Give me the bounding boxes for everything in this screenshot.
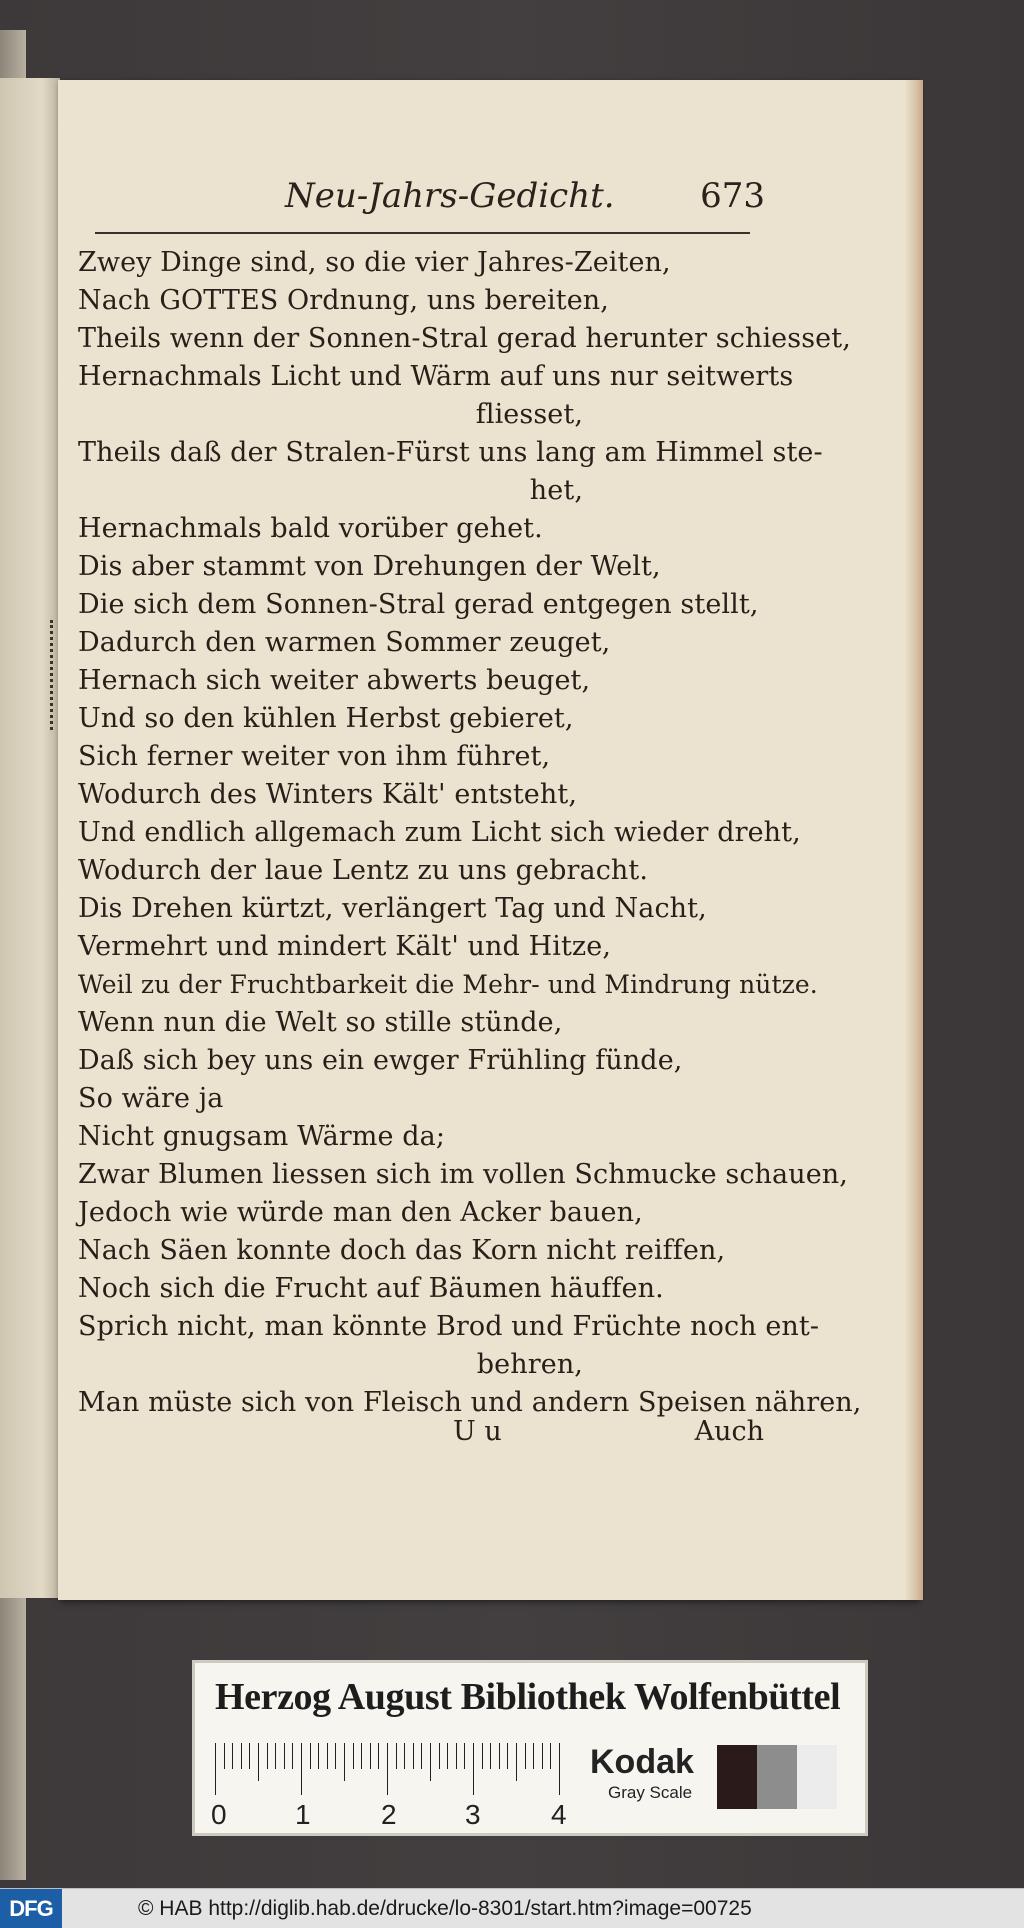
text-line-continuation: fliesset, — [475, 399, 583, 430]
text-line: Die sich dem Sonnen-Stral gerad entgegen stellt, — [78, 589, 759, 620]
library-name: Herzog August Bibliothek Wolfenbüttel — [215, 1676, 841, 1718]
kodak-logo: Kodak — [590, 1743, 694, 1781]
ruler-tick — [473, 1743, 474, 1795]
page-edge — [905, 80, 923, 1600]
ruler-tick — [490, 1743, 491, 1769]
ruler-tick — [464, 1743, 465, 1769]
ruler-tick — [456, 1743, 457, 1769]
text-line: Jedoch wie würde man den Acker bauen, — [78, 1197, 643, 1228]
text-line-continuation: behren, — [476, 1349, 583, 1380]
scale-number: 3 — [465, 1799, 481, 1830]
ruler-tick — [525, 1743, 526, 1769]
ruler-tick — [396, 1743, 397, 1769]
scale-number: 2 — [381, 1799, 397, 1830]
text-line: Hernachmals bald vorüber gehet. — [78, 513, 543, 544]
ruler-tick — [327, 1743, 328, 1769]
text-line-continuation: het, — [529, 475, 583, 506]
ruler-tick — [447, 1743, 448, 1769]
text-line: Zwar Blumen liessen sich im vollen Schmucke schauen, — [78, 1159, 848, 1190]
text-line: Daß sich bey uns ein ewger Frühling fünde, — [78, 1045, 683, 1076]
ruler-tick — [559, 1743, 560, 1795]
text-line: Vermehrt und mindert Kält' und Hitze, — [78, 931, 612, 962]
text-line: Hernach sich weiter abwerts beuget, — [78, 665, 591, 696]
text-line: Dis Drehen kürtzt, verlängert Tag und Nacht, — [78, 893, 707, 924]
ruler-tick — [318, 1743, 319, 1769]
ruler-tick — [310, 1743, 311, 1769]
library-color-card — [192, 1660, 868, 1836]
text-line: Sich ferner weiter von ihm führet, — [78, 741, 551, 772]
ruler-tick — [404, 1743, 405, 1769]
text-line: Und so den kühlen Herbst gebieret, — [78, 703, 574, 734]
dfg-logo: DFG — [0, 1889, 62, 1928]
ruler-tick — [353, 1743, 354, 1769]
ruler-tick — [301, 1743, 302, 1795]
ruler-tick — [550, 1743, 551, 1769]
text-line: Zwey Dinge sind, so die vier Jahres-Zeiten, — [78, 247, 671, 278]
ruler-tick — [499, 1743, 500, 1769]
page-header — [75, 176, 765, 226]
text-line: Dadurch den warmen Sommer zeuget, — [78, 627, 611, 658]
ruler-tick — [387, 1743, 388, 1795]
text-line: Wodurch der laue Lentz zu uns gebracht. — [78, 855, 649, 886]
ruler-tick — [249, 1743, 250, 1769]
ruler-tick — [335, 1743, 336, 1769]
ruler-tick — [542, 1743, 543, 1769]
ruler-tick — [430, 1743, 431, 1781]
ruler-tick — [482, 1743, 483, 1769]
ruler-tick — [224, 1743, 225, 1769]
ruler-tick — [413, 1743, 414, 1769]
ruler-tick — [275, 1743, 276, 1769]
ruler-tick — [284, 1743, 285, 1769]
text-line: Sprich nicht, man könnte Brod und Früchte noch ent- — [78, 1311, 820, 1342]
text-line: Hernachmals Licht und Wärm auf uns nur seitwerts — [78, 361, 794, 392]
copyright-url[interactable]: © HAB http://diglib.hab.de/drucke/lo-8301/start.htm?image=00725 — [138, 1897, 752, 1920]
ruler-tick — [292, 1743, 293, 1769]
text-line: Theils wenn der Sonnen-Stral gerad herunter schiesset, — [78, 323, 851, 354]
text-line: Nach Säen konnte doch das Korn nicht reiffen, — [78, 1235, 726, 1266]
ruler-tick — [361, 1743, 362, 1769]
page-number: 673 — [700, 176, 765, 216]
ruler-tick — [344, 1743, 345, 1781]
ruler-tick — [232, 1743, 233, 1769]
margin-mark — [50, 620, 57, 730]
poem-text — [78, 244, 862, 1422]
ruler-tick — [421, 1743, 422, 1769]
ruler-tick — [533, 1743, 534, 1769]
text-line: Und endlich allgemach zum Licht sich wieder dreht, — [78, 817, 801, 848]
ruler-tick — [439, 1743, 440, 1769]
catchword: Auch — [694, 1416, 764, 1447]
gray-swatch-light — [797, 1745, 837, 1809]
ruler-tick — [258, 1743, 259, 1781]
previous-page-edge — [0, 78, 60, 1598]
gray-swatch-mid — [757, 1745, 797, 1809]
scale-number: 4 — [551, 1799, 567, 1830]
ruler-tick — [267, 1743, 268, 1769]
ruler-tick — [241, 1743, 242, 1769]
gray-swatch-dark — [717, 1745, 757, 1809]
ruler-tick — [507, 1743, 508, 1769]
text-line: Nach GOTTES Ordnung, uns bereiten, — [78, 285, 609, 316]
scale-ruler — [211, 1743, 567, 1830]
text-line: Man müste sich von Fleisch und andern Speisen nähren, — [78, 1387, 862, 1418]
text-line: Nicht gnugsam Wärme da; — [78, 1121, 446, 1152]
footer-bar — [0, 1888, 1024, 1928]
text-line: So wäre ja — [78, 1083, 224, 1114]
text-line: Wodurch des Winters Kält' entsteht, — [78, 779, 578, 810]
text-line: Theils daß der Stralen-Fürst uns lang am Himmel ste- — [78, 437, 823, 468]
text-line: Wenn nun die Welt so stille stünde, — [78, 1007, 563, 1038]
signature-mark: U u — [453, 1416, 502, 1447]
text-line: Weil zu der Fruchtbarkeit die Mehr- und Mindrung nütze. — [78, 970, 818, 999]
page-footer-line — [78, 1416, 768, 1456]
gray-scale-label: Gray Scale — [608, 1783, 693, 1802]
ruler-tick — [370, 1743, 371, 1769]
scale-number: 1 — [295, 1799, 311, 1830]
running-head: Neu-Jahrs-Gedicht. — [285, 176, 615, 216]
ruler-tick — [516, 1743, 517, 1781]
ruler-tick — [215, 1743, 216, 1795]
header-rule — [95, 232, 750, 234]
scale-number: 0 — [211, 1799, 227, 1830]
ruler-tick — [378, 1743, 379, 1769]
text-line: Dis aber stammt von Drehungen der Welt, — [78, 551, 661, 582]
text-line: Noch sich die Frucht auf Bäumen häuffen. — [78, 1273, 664, 1304]
